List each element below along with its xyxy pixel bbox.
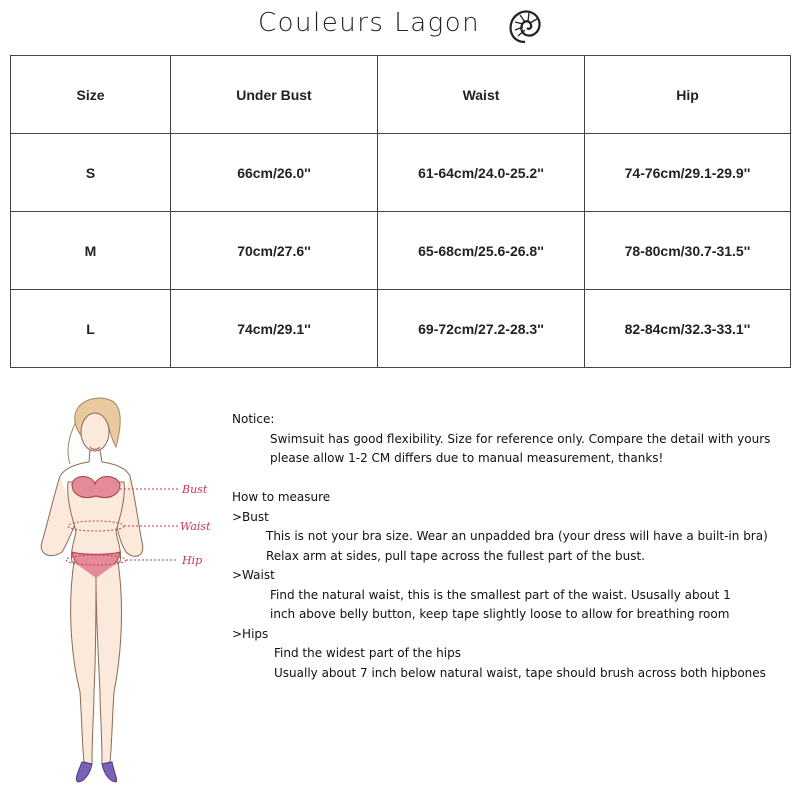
cell-under-bust: 66cm/26.0'' — [171, 134, 378, 212]
cell-under-bust: 70cm/27.6'' — [171, 212, 378, 290]
cell-waist: 69-72cm/27.2-28.3'' — [378, 290, 585, 368]
cell-waist: 65-68cm/25.6-26.8'' — [378, 212, 585, 290]
table-row — [11, 212, 791, 290]
notice-line: please allow 1-2 CM differs due to manual measurement, thanks! — [270, 451, 664, 465]
measurement-notes — [232, 410, 792, 683]
how-to-measure-title: How to measure — [232, 490, 331, 504]
table-row — [11, 290, 791, 368]
brand-name: Couleurs Lagon — [258, 8, 481, 38]
table-row — [11, 134, 791, 212]
bust-line: Relax arm at sides, pull tape across the fullest part of the bust. — [266, 548, 646, 563]
cell-waist: 61-64cm/24.0-25.2'' — [378, 134, 585, 212]
table-header-row — [11, 56, 791, 134]
bust-section-title: >Bust — [232, 509, 269, 524]
hips-line: Usually about 7 inch below natural waist, tape should brush across both hipbones — [274, 665, 766, 680]
header-size: Size — [11, 56, 171, 134]
nautilus-shell-icon — [508, 8, 542, 44]
brand-header — [0, 8, 800, 44]
bust-line: This is not your bra size. Wear an unpadded bra (your dress will have a built-in bra) — [266, 529, 768, 543]
cell-size: S — [11, 134, 171, 212]
hip-label: Hip — [182, 554, 203, 567]
cell-size: M — [11, 212, 171, 290]
notice-line: Swimsuit has good flexibility. Size for reference only. Compare the detail with yours — [270, 431, 771, 446]
header-under-bust: Under Bust — [171, 56, 378, 134]
bust-label: Bust — [182, 483, 208, 496]
header-waist: Waist — [378, 56, 585, 134]
cell-size: L — [11, 290, 171, 368]
notice-title: Notice: — [232, 412, 275, 426]
cell-under-bust: 74cm/29.1'' — [171, 290, 378, 368]
header-hip: Hip — [585, 56, 791, 134]
measurement-figure-illustration — [20, 392, 220, 792]
hips-section-title: >Hips — [232, 626, 269, 641]
waist-line: Find the natural waist, this is the smallest part of the waist. Ususally about 1 — [270, 587, 731, 602]
cell-hip: 78-80cm/30.7-31.5'' — [585, 212, 791, 290]
hips-line: Find the widest part of the hips — [274, 646, 461, 660]
waist-section-title: >Waist — [232, 568, 275, 582]
waist-label: Waist — [180, 520, 211, 533]
cell-hip: 82-84cm/32.3-33.1'' — [585, 290, 791, 368]
waist-line: inch above belly button, keep tape slightly loose to allow for breathing room — [270, 607, 730, 621]
size-chart-table — [10, 55, 791, 368]
cell-hip: 74-76cm/29.1-29.9'' — [585, 134, 791, 212]
